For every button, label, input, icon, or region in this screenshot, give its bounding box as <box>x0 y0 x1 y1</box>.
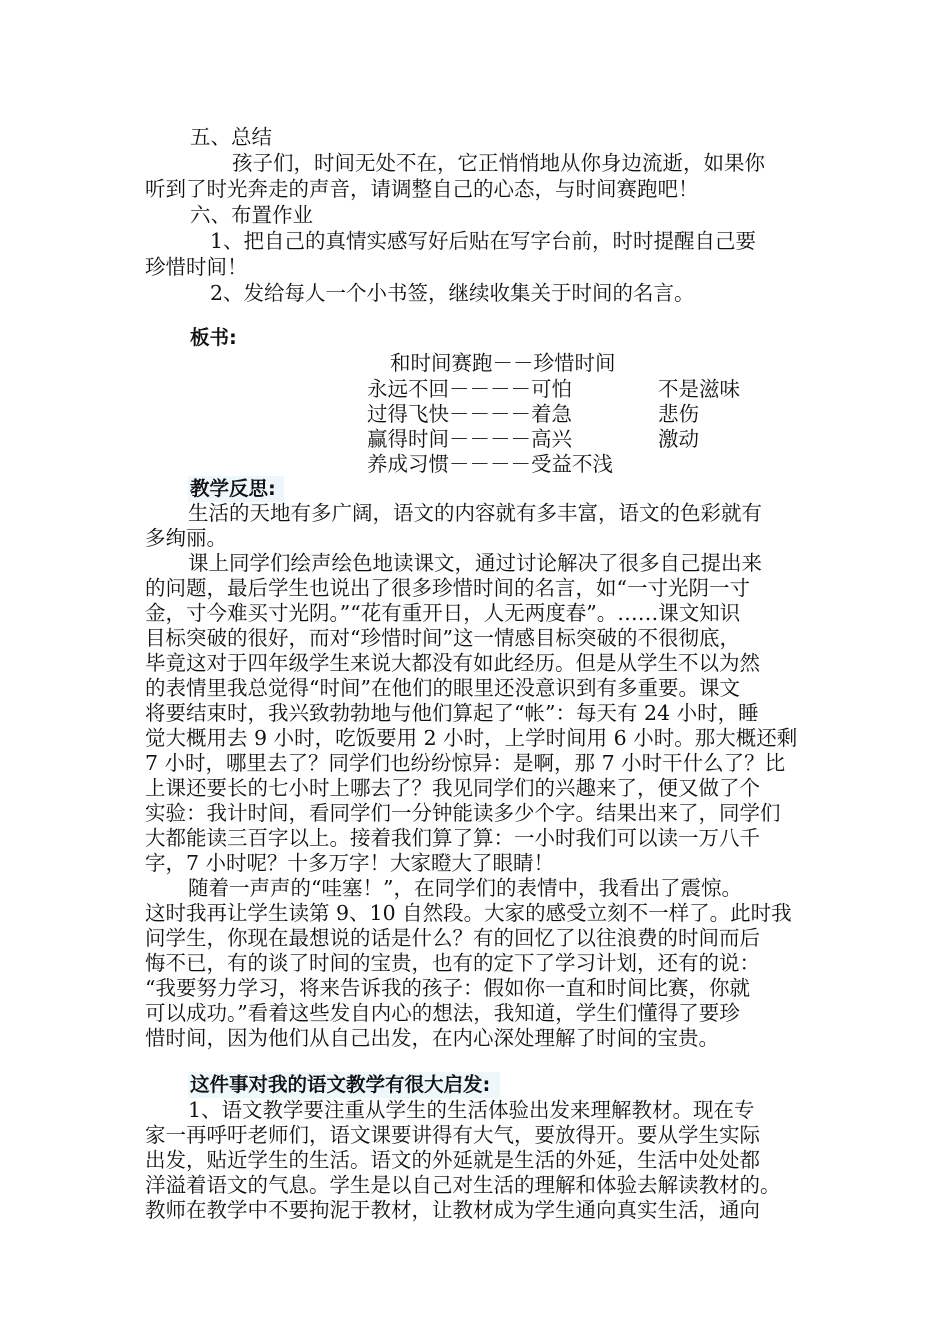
inspiration-line: 教师在教学中不要拘泥于教材，让教材成为学生通向真实生活，通向 <box>145 1198 760 1222</box>
reflection-line: 惜时间，因为他们从自己出发，在内心深处理解了时间的宝贵。 <box>145 1026 719 1050</box>
homework-heading: 六、布置作业 <box>190 203 313 227</box>
reflection-line: 大都能读三百字以上。接着我们算了算：一小时我们可以读一万八千 <box>145 826 760 850</box>
inspiration-heading: 这件事对我的语文教学有很大启发: <box>188 1072 500 1098</box>
summary-line: 听到了时光奔走的声音，请调整自己的心态，与时间赛跑吧！ <box>145 177 699 201</box>
reflection-line: 这时我再让学生读第 9、10 自然段。大家的感受立刻不一样了。此时我 <box>145 901 792 925</box>
board-title: 和时间赛跑－－珍惜时间 <box>390 351 616 375</box>
reflection-line: 的表情里我总觉得“时间”在他们的眼里还没意识到有多重要。课文 <box>145 676 740 700</box>
reflection-line: 随着一声声的“哇塞！”，在同学们的表情中，我看出了震惊。 <box>188 876 742 900</box>
reflection-line: 字，7 小时呢？十多万字！大家瞪大了眼睛！ <box>145 851 555 875</box>
reflection-line: 上课还要长的七小时上哪去了？我见同学们的兴趣来了，便又做了个 <box>145 776 760 800</box>
inspiration-line: 家一再呼吁老师们，语文课要讲得有大气，要放得开。要从学生实际 <box>145 1123 760 1147</box>
board-row-left: 赢得时间－－－－高兴 <box>367 427 572 451</box>
reflection-line: 悔不已，有的谈了时间的宝贵，也有的定下了学习计划，还有的说： <box>145 951 760 975</box>
reflection-line: 毕竟这对于四年级学生来说大都没有如此经历。但是从学生不以为然 <box>145 651 760 675</box>
reflection-line: 的问题，最后学生也说出了很多珍惜时间的名言，如“一寸光阴一寸 <box>145 576 750 600</box>
inspiration-line: 出发，贴近学生的生活。语文的外延就是生活的外延，生活中处处都 <box>145 1148 760 1172</box>
reflection-line: 课上同学们绘声绘色地读课文，通过讨论解决了很多自己提出来 <box>188 551 762 575</box>
board-row-left: 永远不回－－－－可怕 <box>367 377 572 401</box>
inspiration-line: 洋溢着语文的气息。学生是以自己对生活的理解和体验去解读教材的。 <box>145 1173 781 1197</box>
homework-item: 1、把自己的真情实感写好后贴在写字台前，时时提醒自己要 <box>210 229 757 253</box>
reflection-line: 7 小时，哪里去了？同学们也纷纷惊异：是啊，那 7 小时干什么了？比 <box>145 751 786 775</box>
reflection-line: 目标突破的很好，而对“珍惜时间”这一情感目标突破的不很彻底， <box>145 626 740 650</box>
board-row-right: 激动 <box>658 427 699 451</box>
board-heading: 板书: <box>190 326 237 349</box>
reflection-line: 金，寸今难买寸光阴。”“花有重开日，人无两度春”。……课文知识 <box>145 601 741 625</box>
summary-line: 孩子们，时间无处不在，它正悄悄地从你身边流逝，如果你 <box>232 151 765 175</box>
reflection-line: 生活的天地有多广阔，语文的内容就有多丰富，语文的色彩就有 <box>188 501 762 525</box>
reflection-line: 实验：我计时间，看同学们一分钟能读多少个字。结果出来了，同学们 <box>145 801 781 825</box>
reflection-heading: 教学反思: <box>188 476 284 502</box>
reflection-line: 多绚丽。 <box>145 526 227 550</box>
board-row-right: 悲伤 <box>658 402 699 426</box>
reflection-line: “我要努力学习，将来告诉我的孩子：假如你一直和时间比赛，你就 <box>145 976 750 1000</box>
reflection-line: 将要结束时，我兴致勃勃地与他们算起了“帐”：每天有 24 小时，睡 <box>145 701 759 725</box>
board-row-left: 养成习惯－－－－受益不浅 <box>367 452 613 476</box>
homework-item: 2、发给每人一个小书签，继续收集关于时间的名言。 <box>210 281 695 305</box>
homework-item: 珍惜时间！ <box>145 255 248 279</box>
board-row-left: 过得飞快－－－－着急 <box>367 402 572 426</box>
reflection-line: 问学生，你现在最想说的话是什么？有的回忆了以往浪费的时间而后 <box>145 926 760 950</box>
inspiration-line: 1、语文教学要注重从学生的生活体验出发来理解教材。现在专 <box>188 1098 755 1122</box>
reflection-line: 可以成功。”看着这些发自内心的想法，我知道，学生们懂得了要珍 <box>145 1001 740 1025</box>
summary-heading: 五、总结 <box>190 125 272 149</box>
board-row-right: 不是滋味 <box>658 377 740 401</box>
reflection-line: 觉大概用去 9 小时，吃饭要用 2 小时，上学时间用 6 小时。那大概还剩 <box>145 726 798 750</box>
